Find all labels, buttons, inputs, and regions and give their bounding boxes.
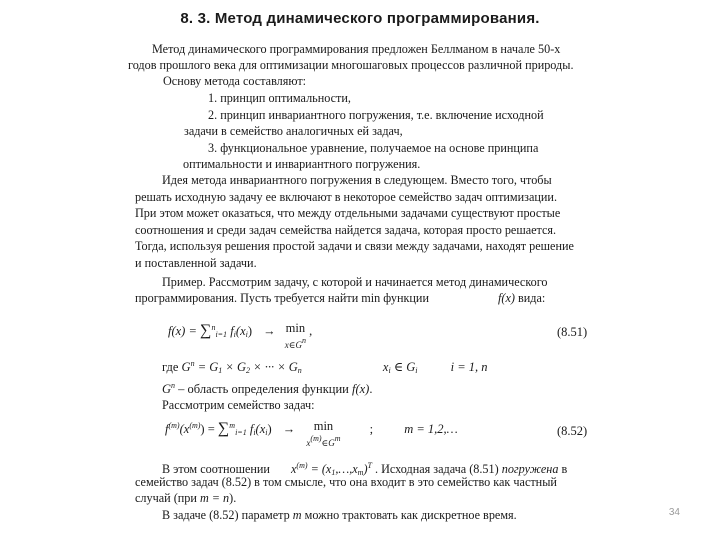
eq1-min-sub	[284, 336, 306, 350]
eq1-min-sub-sup: n	[301, 336, 306, 345]
sum-symbol: ∑	[217, 420, 230, 437]
eq1-sum-upper: n	[211, 323, 216, 332]
equation-number: (8.51)	[557, 325, 588, 339]
eq2-min-sub-x: x	[306, 438, 311, 448]
eq2-term-arg: (x	[255, 422, 266, 436]
text-line: Метод динамического программирования предложен Беллманом в начале 50-х	[152, 42, 561, 56]
eq1-lhs: f(x) =	[168, 324, 197, 338]
eq2-lhs-sup: (m)	[168, 421, 180, 430]
text-line: Основу метода составляют:	[163, 74, 307, 88]
eq2-min-sub	[306, 434, 341, 448]
text-line: задачи в семейство аналогичных ей задач,	[184, 124, 403, 138]
text-line	[162, 508, 517, 523]
eq2-arrow: →	[282, 422, 296, 436]
tail-p4b: m	[292, 508, 302, 522]
eq1-term-arg: (x	[235, 324, 246, 338]
text-line: оптимальности и инвариантного погружения.	[183, 157, 421, 171]
tail-p1d: в	[561, 462, 568, 476]
function-symbol: f(x)	[498, 291, 515, 305]
set-subn: n	[297, 366, 302, 375]
after-function-text: вида:	[517, 291, 546, 305]
text-line: соотношения и среди задач семейства найдется задача, которая просто решается.	[135, 223, 557, 237]
eq1-sum-lower: i=1	[215, 330, 228, 339]
vec-def-mid: ,…,x	[335, 462, 358, 476]
vec-def-sub1: 1	[331, 468, 336, 477]
eq1-arrow: →	[263, 324, 276, 338]
domain-text: – область определения функции	[178, 382, 349, 396]
eq1-min	[285, 320, 306, 352]
page-number: 34	[668, 507, 680, 518]
eq2-min-sub-set-sup: m	[334, 434, 341, 443]
where-label: где	[162, 360, 179, 374]
eq2-min	[306, 418, 340, 450]
set-sup: n	[190, 359, 195, 368]
tail-p4a: В задаче (8.52) параметр	[162, 508, 290, 522]
domain-func: f(x)	[351, 382, 370, 396]
eq2-arg: (x	[179, 422, 190, 436]
tail-p1a: В этом соотношении	[162, 462, 270, 476]
vec-transpose: T	[367, 461, 372, 470]
vec-def-end: )	[363, 462, 368, 476]
eq1-term: f	[230, 324, 234, 338]
list-item: 3. функциональное уравнение, получаемое на основе принципа	[208, 141, 539, 155]
eq2-lhs: f	[165, 422, 169, 436]
domain-set: G	[162, 382, 172, 396]
slide-title: 8. 3. Метод динамического программирования.	[180, 10, 540, 27]
tail-p3c: ).	[229, 491, 237, 505]
eq2-sum-lower: i=1	[235, 428, 247, 437]
set-dots: × ··· × G	[253, 360, 298, 374]
inline-formula	[498, 291, 545, 306]
text-line	[135, 491, 236, 506]
domain-set-sup: n	[171, 381, 176, 390]
eq2-min-sub-sup: (m)	[310, 434, 322, 443]
family-line: Рассмотрим семейство задач:	[162, 398, 315, 412]
index-range: i = 1, n	[450, 360, 488, 374]
equation-8-51: f(x) = ∑$^n_{i=1}$ $f_i(x_i) \to \min$ x∈Gn ,	[168, 321, 313, 350]
tail-p4c: можно трактовать как дискретное время.	[304, 508, 517, 522]
list-item: 2. принцип инвариантного погружения, т.е. включение исходной	[208, 108, 544, 122]
set-expr: = G	[197, 360, 219, 374]
tail-p3a: случай (при	[135, 491, 197, 505]
list-item: 1. принцип оптимальности,	[208, 91, 351, 105]
text-line: решать исходную задачу ее включают в некоторое семейство задач оптимизации.	[135, 190, 557, 204]
text-line: При этом может оказаться, что между отдельными задачами существуют простые	[135, 206, 561, 220]
vec-def-subm: m	[357, 468, 364, 477]
set-sub1: 1	[218, 366, 223, 375]
eq1-arg-sub: i	[245, 330, 248, 339]
eq2-arg-sub: i	[265, 428, 268, 437]
equation-number: (8.52)	[557, 424, 588, 438]
text-line: годов прошлого века для оптимизации многошаговых процессов различной природы.	[128, 58, 574, 72]
eq2-m-range: m = 1,2,…	[404, 422, 458, 436]
text-line: Пример. Рассмотрим задачу, с которой и начинается метод динамического	[162, 275, 548, 289]
xi-in-sub: i	[415, 366, 418, 375]
xi: x	[382, 360, 389, 374]
sum-symbol: ∑	[200, 322, 212, 339]
tail-p1b: . Исходная задача (8.51)	[375, 462, 499, 476]
tail-p3b: m = n	[199, 491, 230, 505]
eq2-sep: ;	[369, 422, 374, 436]
set-sub2: 2	[246, 366, 251, 375]
xi-sub: i	[388, 366, 391, 375]
eq2-arg-sup: (m)	[189, 421, 201, 430]
eq2-sum-upper: m	[229, 421, 236, 430]
where-line	[162, 356, 488, 379]
domain-line: $G^n$ – область определения функции f(x).	[162, 381, 373, 396]
eq2-eq: ) =	[200, 422, 215, 436]
vec-x: x	[290, 462, 297, 476]
text-line: и поставленной задачи.	[135, 256, 257, 270]
eq1-term-sub: i	[233, 330, 236, 339]
tail-p1c: погружена	[501, 462, 559, 476]
eq1-min-label: min	[285, 321, 306, 335]
eq2-min-label: min	[313, 419, 334, 433]
vec-def: = (x	[310, 462, 332, 476]
vec-x-sup: (m)	[296, 461, 308, 470]
eq1-min-sub-text: x∈G	[284, 340, 302, 350]
text-line: программирования. Пусть требуется найти min функции	[135, 291, 429, 305]
eq2-term: f	[249, 422, 254, 436]
eq2-term-sub: i	[253, 428, 256, 437]
text-line: Тогда, используя решения простой задачи и связи между задачами, находят решение	[135, 239, 574, 253]
text-line: Идея метода инвариантного погружения в следующем. Вместо того, чтобы	[162, 173, 552, 187]
xi-in: ∈ G	[393, 360, 416, 374]
set-symbol: G	[181, 360, 191, 374]
eq2-min-sub-set: ∈G	[321, 438, 335, 448]
equation-8-52: $f^{(m)}(x^{(m)}) = \sum^m_{i=1}$ $f_i(x_i) \to \min$ x(m)∈Gm ; m = 1,2,…	[165, 419, 458, 448]
text-line: семейство задач (8.52) в том смысле, что она входит в это семейство как частный	[135, 475, 557, 489]
set-times: × G	[225, 360, 247, 374]
